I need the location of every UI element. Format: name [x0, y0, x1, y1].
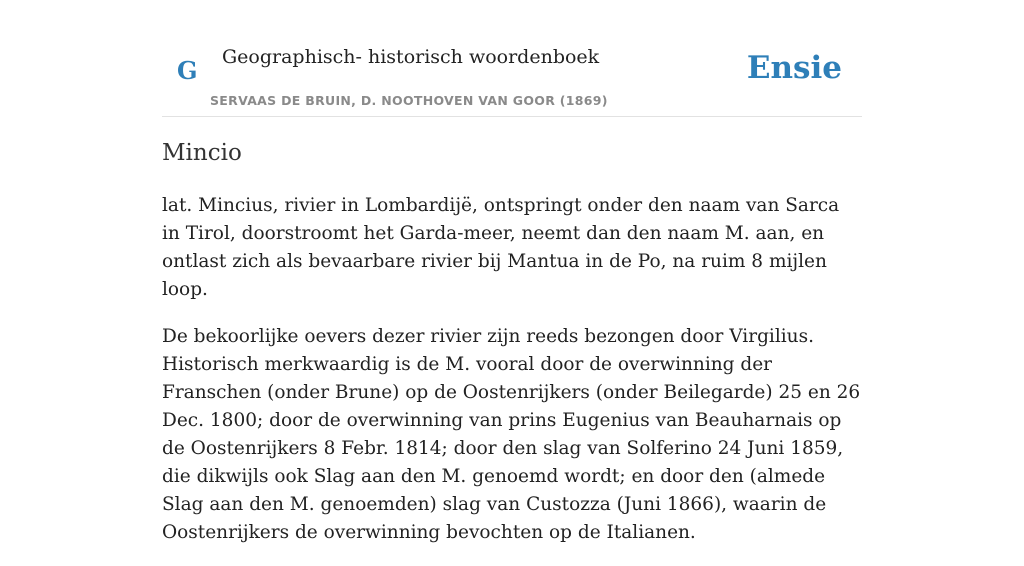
- book-letter-badge: G: [177, 56, 198, 85]
- entry-title: Mincio: [162, 140, 242, 166]
- entry-body: [162, 192, 862, 566]
- book-header: [162, 40, 862, 117]
- entry-paragraph: De bekoorlijke oevers dezer rivier zijn reeds bezongen door Virgilius. Historisch merkwaardig is de M. vooral door de overwinning der Franschen (onder Brune) op de Oostenrijkers (onder Beilegarde) 25 en 26 Dec. 1800; door de overwinning van prins Eugenius van Beauharnais op de Oostenrijkers 8 Febr. 1814; door den slag van Solferino 24 Juni 1859, die dikwijls ook Slag aan den M. genoemd wordt; en door den (almede Slag aan den M. genoemden) slag van Custozza (Juni 1866), waarin de Oostenrijkers de overwinning bevochten op de Italianen.: [162, 326, 861, 543]
- ensie-logo-link[interactable]: Ensie: [746, 50, 842, 86]
- entry-paragraph: lat. Mincius, rivier in Lombardijë, ontspringt onder den naam van Sarca in Tirol, doorstroomt het Garda-meer, neemt dan den naam M. aan, en ontlast zich als bevaarbare rivier bij Mantua in de Po, na ruim 8 mijlen loop.: [162, 195, 840, 300]
- book-title[interactable]: Geographisch- historisch woordenboek: [222, 46, 600, 68]
- book-author: SERVAAS DE BRUIN, D. NOOTHOVEN VAN GOOR (1869): [210, 93, 608, 108]
